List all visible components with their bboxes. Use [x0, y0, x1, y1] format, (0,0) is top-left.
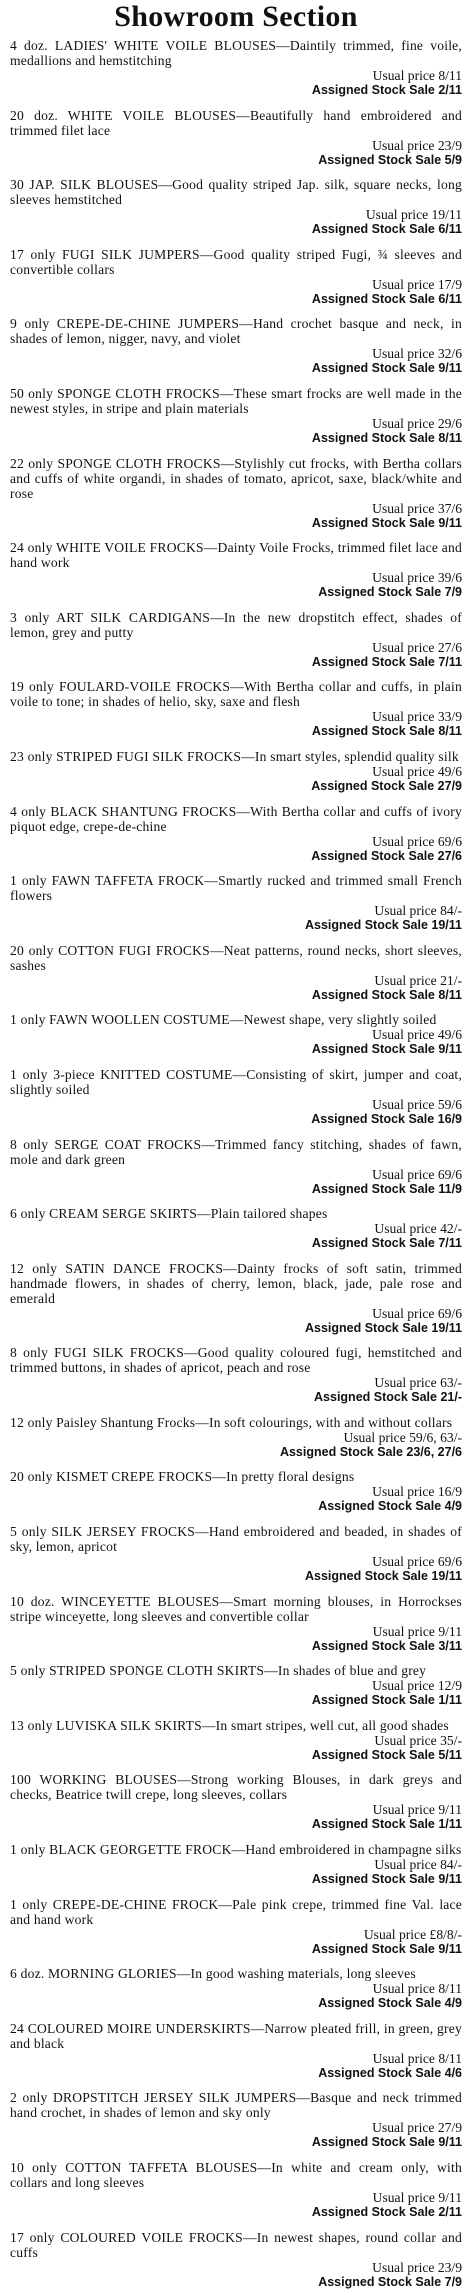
usual-price: Usual price 59/6, 63/- [343, 1429, 462, 1445]
item-description: 6 doz. MORNING GLORIES—In good washing materials, long sleeves [10, 1966, 416, 1982]
listing-item [10, 38, 462, 98]
listing-item [10, 1067, 462, 1127]
usual-price: Usual price 12/9 [372, 1678, 462, 1694]
usual-price: Usual price 84/- [374, 1857, 462, 1873]
item-description: 17 only FUGI SILK JUMPERS—Good quality striped Fugi, ¾ sleeves and convertible collars [10, 246, 462, 277]
item-description: 5 only STRIPED SPONGE CLOTH SKIRTS—In shades of blue and grey [10, 1663, 427, 1679]
item-description: 8 only SERGE COAT FROCKS—Trimmed fancy stitching, shades of fawn, mole and dark green [10, 1136, 462, 1167]
sale-price: Assigned Stock Sale 27/9 [311, 778, 462, 793]
sale-price: Assigned Stock Sale 6/11 [311, 291, 462, 306]
listing-item [10, 177, 462, 237]
sale-price: Assigned Stock Sale 7/9 [318, 2274, 462, 2289]
sale-price: Assigned Stock Sale 8/11 [311, 430, 462, 445]
usual-price: Usual price 84/- [374, 903, 462, 919]
listing-item [10, 247, 462, 307]
usual-price: Usual price 8/11 [372, 2050, 462, 2066]
listing-list [10, 34, 462, 2290]
item-description: 30 JAP. SILK BLOUSES—Good quality striped Jap. silk, square necks, long sleeves hemstitched [10, 177, 462, 208]
item-description: 50 only SPONGE CLOTH FROCKS—These smart frocks are well made in the newest styles, in stripe and plain materials [10, 385, 462, 416]
sale-price: Assigned Stock Sale 6/11 [311, 222, 462, 237]
item-description: 10 doz. WINCEYETTE BLOUSES—Smart morning blouses, in Horrockses stripe winceyette, long sleeves and convertible collar [10, 1593, 462, 1624]
item-description: 1 only FAWN WOOLLEN COSTUME—Newest shape, very slightly soiled [10, 1012, 437, 1028]
listing-item [10, 679, 462, 739]
item-description: 4 doz. LADIES' WHITE VOILE BLOUSES—Daintily trimmed, fine voile, medallions and hemstitching [10, 38, 462, 68]
listing-item [10, 386, 462, 446]
usual-price: Usual price 35/- [374, 1732, 462, 1748]
item-description: 12 only Paisley Shantung Frocks—In soft colourings, with and without collars [10, 1414, 453, 1430]
item-description: 1 only 3-piece KNITTED COSTUME—Consisting of skirt, jumper and coat, slightly soiled [10, 1066, 462, 1097]
usual-price: Usual price 29/6 [372, 415, 462, 431]
sale-price: Assigned Stock Sale 4/6 [318, 2065, 462, 2080]
usual-price: Usual price £8/8/- [363, 1926, 462, 1942]
listing-item [10, 1261, 462, 1336]
usual-price: Usual price 23/9 [372, 2259, 462, 2275]
item-description: 10 only COTTON TAFFETA BLOUSES—In white and cream only, with collars and long sleeves [10, 2160, 462, 2190]
listing-item [10, 1469, 462, 1514]
usual-price: Usual price 69/6 [372, 1166, 462, 1182]
sale-price: Assigned Stock Sale 2/11 [311, 83, 462, 97]
listing-item [10, 2021, 462, 2081]
usual-price: Usual price 9/11 [372, 1802, 462, 1818]
listing-item [10, 316, 462, 376]
sale-price: Assigned Stock Sale 1/11 [311, 1817, 462, 1832]
item-description: 20 only KISMET CREPE FROCKS—In pretty floral designs [10, 1469, 355, 1485]
item-description: 12 only SATIN DANCE FROCKS—Dainty frocks of soft satin, trimmed handmade flowers, in shades of cherry, lemon, black, jade, pale rose and emerald [10, 1260, 462, 1306]
item-description: 24 only WHITE VOILE FROCKS—Dainty Voile Frocks, trimmed filet lace and hand work [10, 540, 462, 571]
usual-price: Usual price 8/11 [372, 1981, 462, 1997]
sale-price: Assigned Stock Sale 5/9 [318, 152, 462, 167]
item-description: 24 COLOURED MOIRE UNDERSKIRTS—Narrow pleated frill, in green, grey and black [10, 2020, 462, 2051]
listing-item [10, 610, 462, 670]
sale-price: Assigned Stock Sale 7/9 [318, 585, 462, 600]
usual-price: Usual price 49/6 [372, 763, 462, 779]
listing-item [10, 540, 462, 600]
item-description: 5 only SILK JERSEY FROCKS—Hand embroidered and beaded, in shades of sky, lemon, apricot [10, 1524, 462, 1555]
sale-price: Assigned Stock Sale 1/11 [311, 1693, 462, 1708]
usual-price: Usual price 37/6 [372, 500, 462, 516]
listing-item [10, 2090, 462, 2150]
usual-price: Usual price 9/11 [372, 1623, 462, 1639]
listing-item [10, 1897, 462, 1957]
item-description: 6 only CREAM SERGE SKIRTS—Plain tailored shapes [10, 1206, 328, 1222]
sale-price: Assigned Stock Sale 9/11 [311, 515, 462, 530]
listing-item [10, 943, 462, 1003]
item-description: 1 only FAWN TAFFETA FROCK—Smartly rucked and trimmed small French flowers [10, 873, 462, 904]
listing-item [10, 1842, 462, 1887]
item-description: 19 only FOULARD-VOILE FROCKS—With Bertha collar and cuffs, in plain voile to tone; in shades of helio, sky, saxe and flesh [10, 679, 462, 710]
item-description: 1 only BLACK GEORGETTE FROCK—Hand embroidered in champagne silks [10, 1842, 462, 1858]
usual-price: Usual price 39/6 [372, 570, 462, 586]
usual-price: Usual price 8/11 [372, 68, 462, 83]
sale-price: Assigned Stock Sale 9/11 [311, 1941, 462, 1956]
sale-price: Assigned Stock Sale 9/11 [311, 2135, 462, 2150]
usual-price: Usual price 59/6 [372, 1096, 462, 1112]
sale-price: Assigned Stock Sale 8/11 [311, 987, 462, 1002]
sale-price: Assigned Stock Sale 9/11 [311, 361, 462, 376]
item-description: 13 only LUVISKA SILK SKIRTS—In smart stripes, well cut, all good shades [10, 1717, 449, 1733]
usual-price: Usual price 27/6 [372, 639, 462, 655]
listing-item [10, 108, 462, 168]
usual-price: Usual price 69/6 [372, 1554, 462, 1570]
sale-price: Assigned Stock Sale 11/9 [311, 1181, 462, 1196]
sale-price: Assigned Stock Sale 16/9 [311, 1111, 462, 1126]
listing-item [10, 1206, 462, 1251]
usual-price: Usual price 9/11 [372, 2190, 462, 2205]
listing-item [10, 1772, 462, 1832]
listing-item [10, 804, 462, 864]
usual-price: Usual price 23/9 [372, 137, 462, 153]
sale-price: Assigned Stock Sale 8/11 [311, 724, 462, 739]
sale-price: Assigned Stock Sale 7/11 [311, 1236, 462, 1251]
listing-item [10, 1012, 462, 1057]
item-description: 23 only STRIPED FUGI SILK FROCKS—In smart styles, splendid quality silk [10, 748, 459, 764]
sale-price: Assigned Stock Sale 23/6, 27/6 [279, 1444, 462, 1459]
item-description: 20 doz. WHITE VOILE BLOUSES—Beautifully hand embroidered and trimmed filet lace [10, 107, 462, 138]
listing-item [10, 2230, 462, 2290]
usual-price: Usual price 63/- [374, 1375, 462, 1391]
listing-item [10, 1415, 462, 1460]
listing-item [10, 1594, 462, 1654]
item-description: 20 only COTTON FUGI FROCKS—Neat patterns, round necks, short sleeves, sashes [10, 942, 462, 973]
usual-price: Usual price 33/9 [372, 709, 462, 725]
item-description: 17 only COLOURED VOILE FROCKS—In newest shapes, round collar and cuffs [10, 2229, 462, 2260]
usual-price: Usual price 17/9 [372, 276, 462, 292]
usual-price: Usual price 27/9 [372, 2120, 462, 2136]
usual-price: Usual price 32/6 [372, 346, 462, 362]
sale-price: Assigned Stock Sale 4/9 [318, 1996, 462, 2011]
usual-price: Usual price 16/9 [372, 1484, 462, 1500]
listing-item [10, 873, 462, 933]
item-description: 3 only ART SILK CARDIGANS—In the new dropstitch effect, shades of lemon, grey and putty [10, 609, 462, 640]
sale-price: Assigned Stock Sale 2/11 [311, 2205, 462, 2219]
page-title: Showroom Section [114, 0, 358, 33]
listing-item [10, 1524, 462, 1584]
sale-price: Assigned Stock Sale 9/11 [311, 1042, 462, 1057]
sale-price: Assigned Stock Sale 3/11 [311, 1638, 462, 1653]
item-description: 1 only CREPE-DE-CHINE FROCK—Pale pink crepe, trimmed fine Val. lace and hand work [10, 1896, 462, 1927]
sale-price: Assigned Stock Sale 19/11 [304, 918, 462, 933]
usual-price: Usual price 49/6 [372, 1027, 462, 1043]
sale-price: Assigned Stock Sale 4/9 [318, 1499, 462, 1514]
sale-price: Assigned Stock Sale 7/11 [311, 654, 462, 669]
usual-price: Usual price 19/11 [365, 207, 462, 223]
listing-item [10, 1966, 462, 2011]
sale-price: Assigned Stock Sale 9/11 [311, 1872, 462, 1887]
listing-item [10, 749, 462, 794]
sale-price: Assigned Stock Sale 27/6 [311, 848, 462, 863]
item-description: 100 WORKING BLOUSES—Strong working Blouses, in dark greys and checks, Beatrice twill crepe, long sleeves, collars [10, 1772, 462, 1803]
item-description: 9 only CREPE-DE-CHINE JUMPERS—Hand crochet basque and neck, in shades of lemon, nigger, navy, and violet [10, 316, 462, 347]
listing-item [10, 1345, 462, 1405]
item-description: 2 only DROPSTITCH JERSEY SILK JUMPERS—Basque and neck trimmed hand crochet, in shades of lemon and sky only [10, 2090, 462, 2121]
usual-price: Usual price 42/- [374, 1221, 462, 1237]
sale-price: Assigned Stock Sale 19/11 [304, 1320, 462, 1335]
item-description: 8 only FUGI SILK FROCKS—Good quality coloured fugi, hemstitched and trimmed buttons, in shades of apricot, peach and rose [10, 1345, 462, 1376]
listing-item [10, 2160, 462, 2220]
listing-item [10, 456, 462, 531]
sale-price: Assigned Stock Sale 21/- [314, 1390, 462, 1405]
listing-item [10, 1718, 462, 1763]
listing-item [10, 1137, 462, 1197]
usual-price: Usual price 69/6 [372, 833, 462, 849]
item-description: 22 only SPONGE CLOTH FROCKS—Stylishly cut frocks, with Bertha collars and cuffs of white organdi, in shades of tomato, apricot, saxe, black/white and rose [10, 455, 462, 501]
listing-item [10, 1663, 462, 1708]
sale-price: Assigned Stock Sale 5/11 [311, 1747, 462, 1762]
usual-price: Usual price 21/- [374, 972, 462, 988]
item-description: 4 only BLACK SHANTUNG FROCKS—With Bertha collar and cuffs of ivory piquot edge, crepe-de-chine [10, 803, 462, 834]
sale-price: Assigned Stock Sale 19/11 [304, 1569, 462, 1584]
usual-price: Usual price 69/6 [372, 1305, 462, 1321]
